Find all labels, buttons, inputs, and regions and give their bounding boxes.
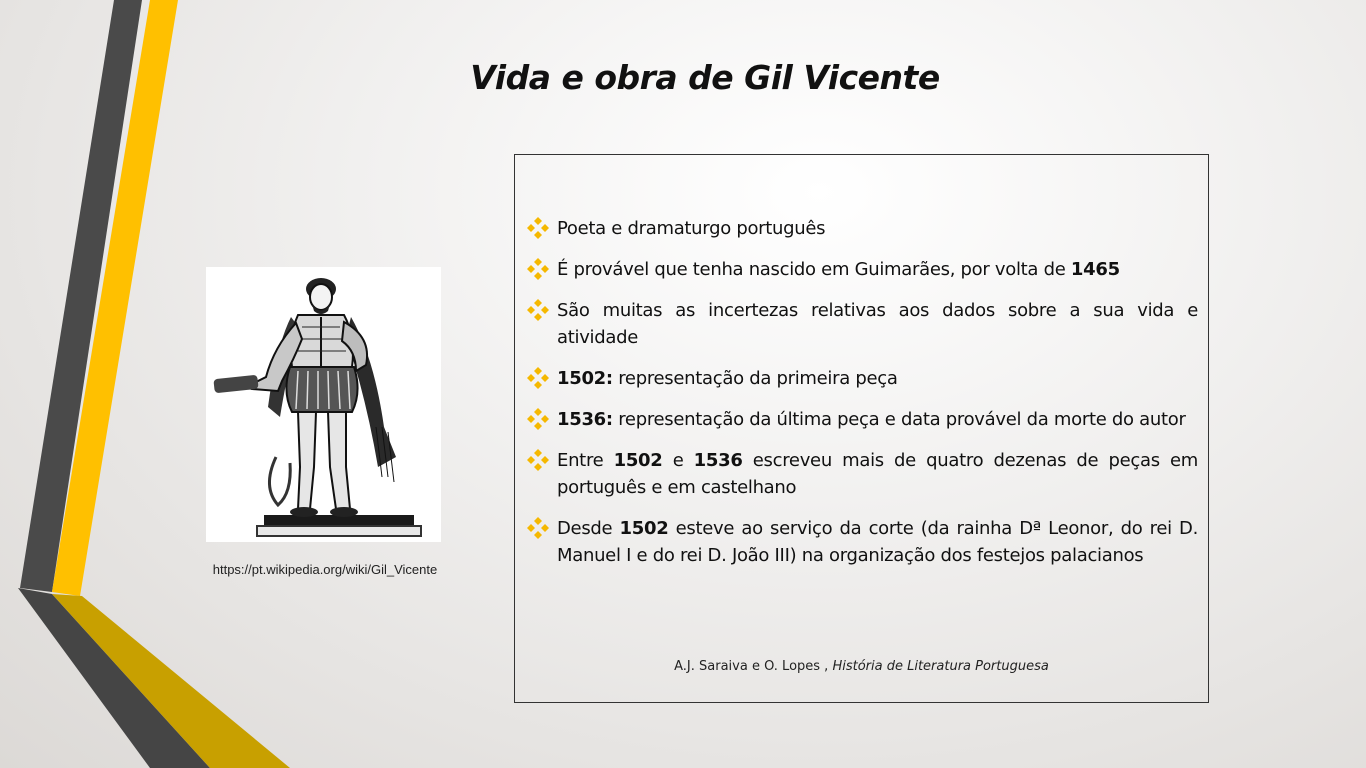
- four-diamond-bullet-icon: [527, 449, 549, 471]
- bullet-text-bold: 1536:: [557, 409, 613, 430]
- gil-vicente-statue-image: [206, 267, 441, 542]
- bullet-list: [525, 215, 1198, 583]
- bullet-item: [525, 256, 1198, 283]
- bullet-text-bold: 1536: [693, 450, 743, 471]
- bullet-text: representação da primeira peça: [612, 368, 898, 389]
- bullet-item: [525, 297, 1198, 351]
- bullet-text: esteve ao serviço da corte (da rainha Dª Leonor, do rei D. Manuel I e do rei D. João III) na organização dos festejos palacianos: [557, 518, 1199, 566]
- bullet-item: [525, 515, 1198, 569]
- bibliographic-source: [515, 659, 1208, 674]
- slide-title: Vida e obra de Gil Vicente: [470, 58, 940, 97]
- bullet-text-bold: 1502: [613, 450, 663, 471]
- four-diamond-bullet-icon: [527, 517, 549, 539]
- bullet-item: [525, 406, 1198, 433]
- source-work-title: História de Literatura Portuguesa: [832, 659, 1049, 674]
- four-diamond-bullet-icon: [527, 367, 549, 389]
- bullet-text-bold: 1502:: [557, 368, 613, 389]
- bullet-text: Entre: [557, 450, 614, 471]
- image-source-caption: https://pt.wikipedia.org/wiki/Gil_Vicente: [212, 562, 438, 577]
- bullet-item: [525, 215, 1198, 242]
- content-text-box: [514, 154, 1209, 703]
- bullet-text: escreveu mais de quatro dezenas de peças em português e em castelhano: [557, 450, 1198, 498]
- four-diamond-bullet-icon: [527, 299, 549, 321]
- source-authors: A.J. Saraiva e O. Lopes ,: [674, 659, 829, 674]
- gray-stripe-lower: [18, 588, 210, 768]
- bullet-text: e: [662, 450, 694, 471]
- bullet-item: [525, 447, 1198, 501]
- bullet-text: representação da última peça e data provável da morte do autor: [612, 409, 1186, 430]
- bullet-text-bold: 1465: [1070, 259, 1120, 280]
- bullet-text-bold: 1502: [619, 518, 669, 539]
- four-diamond-bullet-icon: [527, 217, 549, 239]
- bullet-text: São muitas as incertezas relativas aos dados sobre a sua vida e atividade: [557, 300, 1198, 348]
- bullet-text: Desde: [557, 518, 620, 539]
- four-diamond-bullet-icon: [527, 408, 549, 430]
- bullet-text: Poeta e dramaturgo português: [557, 218, 826, 239]
- four-diamond-bullet-icon: [527, 258, 549, 280]
- bullet-item: [525, 365, 1198, 392]
- bullet-text: É provável que tenha nascido em Guimarães, por volta de: [557, 259, 1071, 280]
